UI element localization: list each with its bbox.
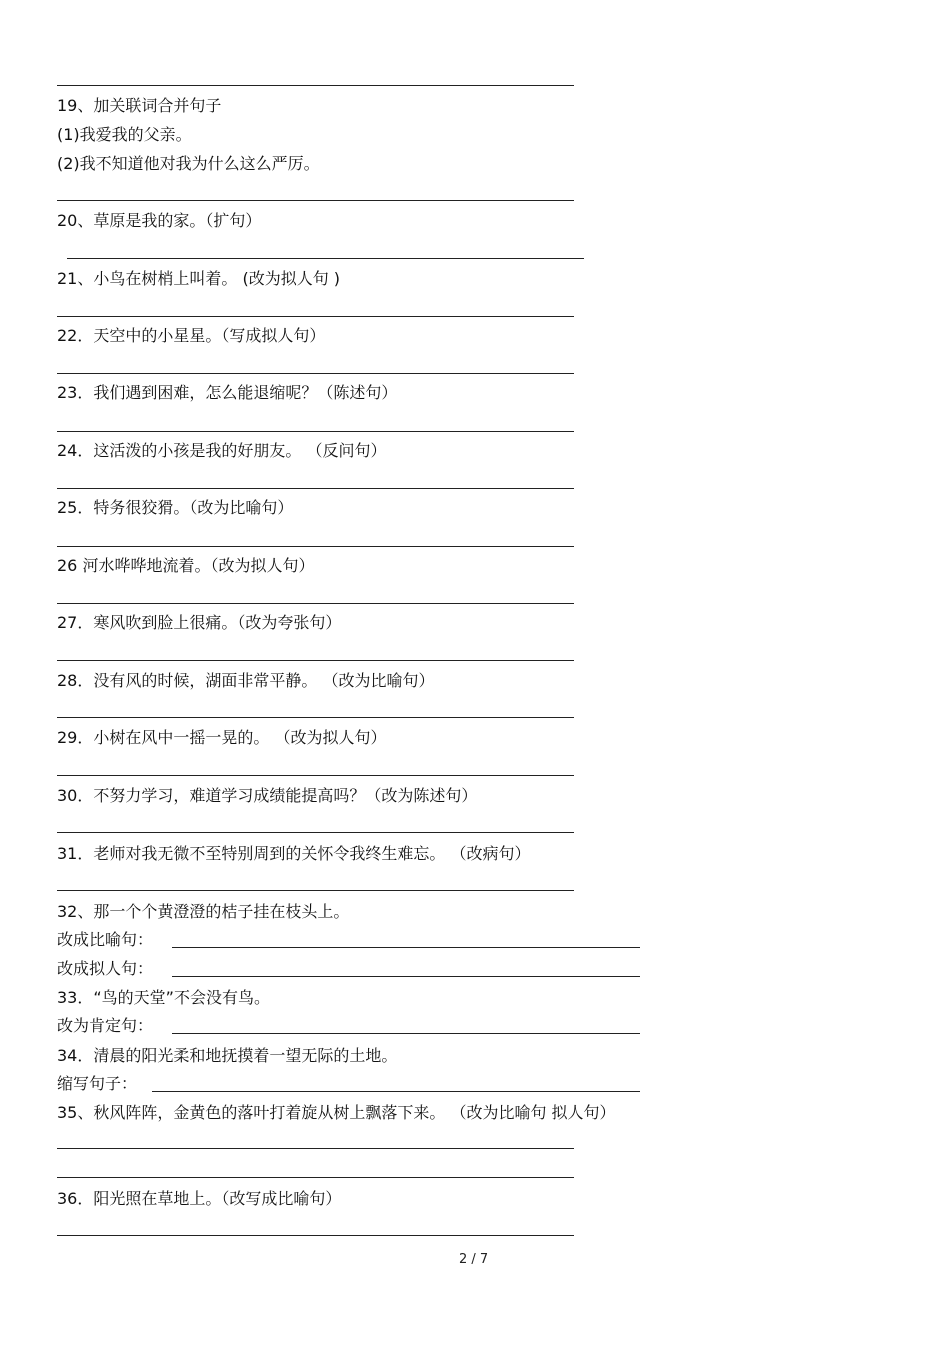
question-35: 35、秋风阵阵，金黄色的落叶打着旋从树上飘落下来。 （改为比喻句 拟人句）: [57, 1103, 616, 1122]
question-33: 33．“鸟的天堂”不会没有鸟。: [57, 988, 270, 1007]
question-29: 29．小树在风中一摇一晃的。 （改为拟人句）: [57, 728, 387, 747]
question-19: 19、加关联词合并句子: [57, 96, 222, 115]
answer-blank[interactable]: [172, 947, 640, 948]
answer-line[interactable]: [57, 775, 574, 776]
question-32-prompt-personification: 改成拟人句：: [57, 959, 154, 978]
page-number: 2 / 7: [459, 1252, 489, 1267]
question-32: 32、那一个个黄澄澄的桔子挂在枝头上。: [57, 902, 350, 921]
answer-line[interactable]: [57, 1148, 574, 1149]
answer-line[interactable]: [57, 488, 574, 489]
question-19-sentence-1: (1)我爱我的父亲。: [57, 125, 192, 144]
answer-blank[interactable]: [172, 976, 640, 977]
answer-line[interactable]: [57, 717, 574, 718]
answer-line[interactable]: [57, 431, 574, 432]
question-24: 24．这活泼的小孩是我的好朋友。 （反问句）: [57, 441, 387, 460]
question-33-prompt: 改为肯定句：: [57, 1016, 154, 1035]
question-32-prompt-simile: 改成比喻句：: [57, 930, 154, 949]
question-34-prompt: 缩写句子：: [57, 1074, 138, 1093]
question-30: 30．不努力学习，难道学习成绩能提高吗？（改为陈述句）: [57, 786, 478, 805]
answer-line[interactable]: [57, 890, 574, 891]
question-28: 28．没有风的时候，湖面非常平静。 （改为比喻句）: [57, 671, 435, 690]
answer-line[interactable]: [57, 603, 574, 604]
answer-line[interactable]: [57, 546, 574, 547]
question-19-sentence-2: (2)我不知道他对我为什么这么严厉。: [57, 154, 320, 173]
question-31: 31．老师对我无微不至特别周到的关怀令我终生难忘。 （改病句）: [57, 844, 531, 863]
question-20: 20、草原是我的家。（扩句）: [57, 211, 262, 230]
question-36: 36．阳光照在草地上。（改写成比喻句）: [57, 1189, 342, 1208]
question-21: 21、小鸟在树梢上叫着。 (改为拟人句 ): [57, 269, 341, 288]
answer-line[interactable]: [57, 1235, 574, 1236]
question-34: 34．清晨的阳光柔和地抚摸着一望无际的土地。: [57, 1046, 398, 1065]
answer-line[interactable]: [57, 316, 574, 317]
answer-line[interactable]: [57, 85, 574, 86]
answer-line[interactable]: [57, 373, 574, 374]
answer-line[interactable]: [57, 200, 574, 201]
answer-line[interactable]: [57, 1177, 574, 1178]
answer-blank[interactable]: [152, 1091, 640, 1092]
answer-line[interactable]: [57, 660, 574, 661]
answer-line[interactable]: [57, 832, 574, 833]
answer-line[interactable]: [67, 258, 584, 259]
question-27: 27．寒风吹到脸上很痛。（改为夸张句）: [57, 613, 342, 632]
question-22: 22．天空中的小星星。（写成拟人句）: [57, 326, 326, 345]
question-25: 25．特务很狡猾。（改为比喻句）: [57, 498, 294, 517]
question-26: 26 河水哗哗地流着。（改为拟人句）: [57, 556, 315, 575]
question-23: 23．我们遇到困难，怎么能退缩呢？（陈述句）: [57, 383, 398, 402]
answer-blank[interactable]: [172, 1033, 640, 1034]
